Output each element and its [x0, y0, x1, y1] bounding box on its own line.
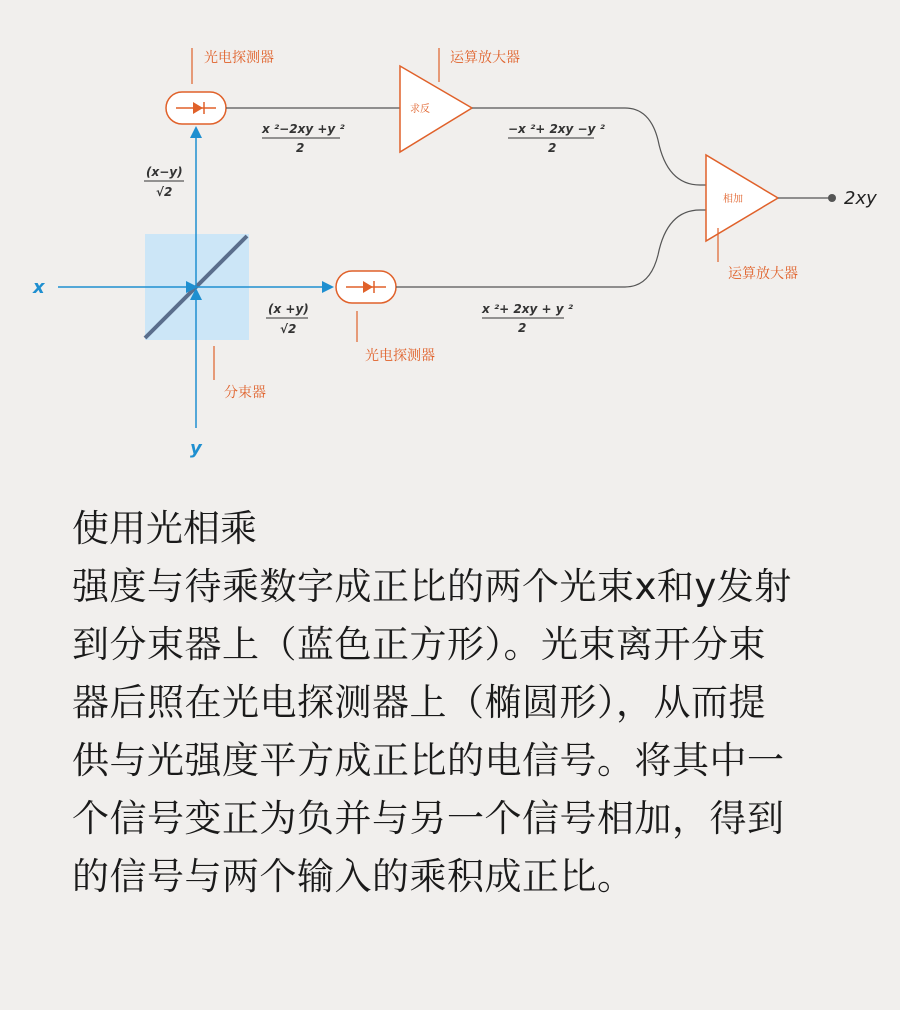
beam-plus-numerator: (x +y) [268, 302, 309, 316]
detector-top-label: 光电探测器 [204, 50, 274, 66]
formula-inverted-denominator: 2 [548, 141, 557, 155]
formula-bottom-numerator: x ²+ 2xy + y ² [482, 302, 573, 316]
wire-amp-to-sum-top [472, 108, 708, 185]
input-x-label: x [33, 277, 45, 298]
beam-plus-denominator: √2 [280, 322, 297, 336]
input-y-label: y [190, 438, 202, 459]
detector-bottom-label: 光电探测器 [365, 348, 435, 364]
optical-multiplication-diagram [0, 0, 900, 480]
formula-bottom-denominator: 2 [518, 321, 527, 335]
beam-minus-numerator: (x−y) [146, 165, 183, 179]
beam-minus-arrowhead [190, 126, 202, 138]
wire-detector-bottom-to-sum [396, 210, 708, 287]
output-label: 2xy [844, 188, 877, 209]
beamsplitter-label: 分束器 [224, 385, 266, 401]
amp-invert-label: 运算放大器 [450, 50, 520, 66]
amp-sum-label: 运算放大器 [728, 266, 798, 282]
formula-top-denominator: 2 [296, 141, 305, 155]
formula-top-numerator: x ²−2xy +y ² [262, 122, 345, 136]
amp-invert-text: 求反 [410, 104, 430, 115]
beam-plus-arrowhead [322, 281, 334, 293]
caption-heading: 使用光相乘 [72, 507, 257, 550]
formula-inverted-numerator: −x ²+ 2xy −y ² [508, 122, 605, 136]
output-terminal [828, 194, 836, 202]
caption-body: 强度与待乘数字成正比的两个光束x和y发射到分束器上（蓝色正方形）。光束离开分束器后照在光电探测器上（椭圆形），从而提供与光强度平方成正比的电信号。将其中一个信号变正为负并与另一个信号相加，得到的信号与两个输入的乘积成正比。 [72, 565, 792, 898]
amp-sum-text: 相加 [723, 194, 743, 205]
caption [72, 500, 792, 906]
beam-minus-denominator: √2 [156, 185, 173, 199]
